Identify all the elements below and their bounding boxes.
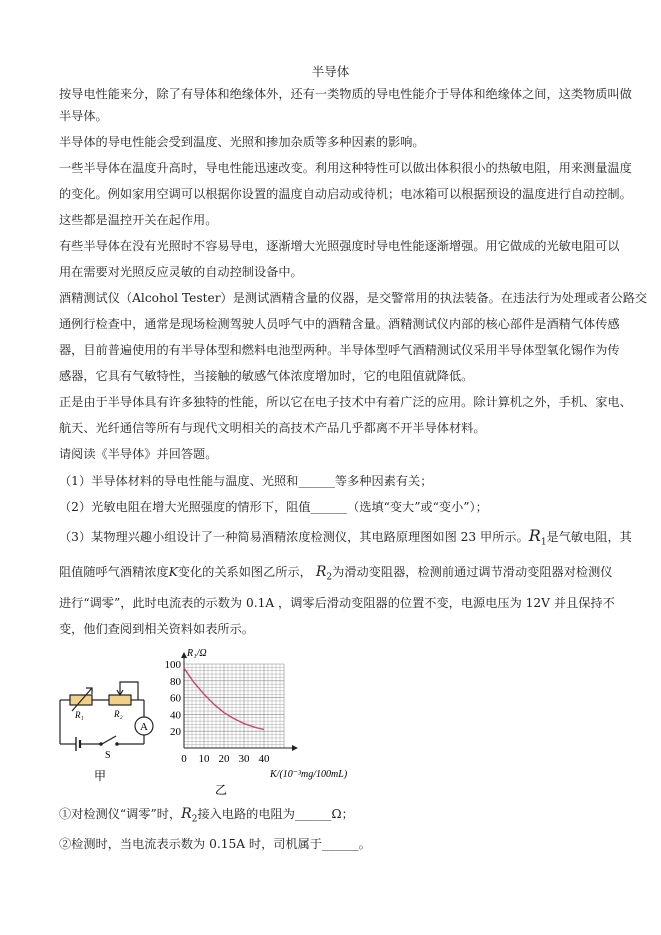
y-tick-label: 20 xyxy=(170,726,181,739)
question-3-line-3: 进行“调零”，此时电流表的示数为 0.1A ，调零后滑动变阻器的位置不变，电源电压为 12V 并且保持不 xyxy=(59,596,615,610)
paragraph-line: 通例行检查中，通常是现场检测驾驶人员呼气中的酒精含量。酒精测试仪内部的核心部件是酒精气体传感 xyxy=(59,317,620,331)
switch-lever xyxy=(102,736,116,744)
sub-question-text: 接入电路的电阻为______Ω； xyxy=(197,807,354,821)
paragraph-line: 一些半导体在温度升高时，导电性能迅速改变。利用这种特性可以做出体积很小的热敏电阻，用来测量温度 xyxy=(59,161,632,175)
switch-contact xyxy=(115,742,119,746)
symbol-k: K xyxy=(168,565,178,579)
x-axis-arrow xyxy=(292,745,298,751)
r1-label: R₁ xyxy=(75,710,84,720)
circuit-diagram xyxy=(56,664,166,784)
circuit-svg xyxy=(56,664,166,784)
x-tick-label: 40 xyxy=(258,753,270,765)
article-title: 半导体 xyxy=(311,64,350,79)
paragraph-line: 按导电性能来分，除了有导体和绝缘体外，还有一类物质的导电性能介于导体和绝缘体之间，这类物质叫做 xyxy=(59,87,632,101)
question-3-text: 是气敏电阻，其 xyxy=(546,530,632,544)
paragraph-line: 有些半导体在没有光照时不容易导电，逐渐增大光照强度时导电性能逐渐增强。用它做成的光敏电阻可以 xyxy=(59,239,620,253)
figure-yi-caption: 乙 xyxy=(215,783,228,797)
switch-pivot xyxy=(99,742,103,746)
paragraph-line: 这些都是温控开关在起作用。 xyxy=(59,213,218,227)
paragraph-line: 半导体。 xyxy=(59,109,108,123)
question-3-text: 阻值随呼气酒精浓度 xyxy=(59,565,169,579)
y-tick-label: 80 xyxy=(170,675,181,688)
ammeter-label: A xyxy=(140,721,148,733)
switch-label: S xyxy=(105,750,111,761)
question-2: （2）光敏电阻在增大光照强度的情形下，阻值______（选填“变大”或“变小”）； xyxy=(59,500,488,514)
symbol-r1: R xyxy=(528,526,541,545)
question-3-text: （3）某物理兴趣小组设计了一种简易酒精浓度检测仪，其电路原理图如图 23 甲所示。 xyxy=(59,530,529,544)
y-tick-label: 100 xyxy=(164,659,181,671)
sub-question-text: ①对检测仪“调零”时， xyxy=(59,807,182,821)
question-1: （1）半导体材料的导电性能与温度、光照和______等多种因素有关； xyxy=(59,474,433,488)
paragraph-line: 酒精测试仪（Alcohol Tester）是测试酒精含量的仪器，是交警常用的执法装备。在违法行为处理或者公路交 xyxy=(59,291,648,305)
question-3-line-4: 变，他们查阅到相关资料如表所示。 xyxy=(59,622,254,636)
chart-axes xyxy=(181,652,298,751)
paragraph-line: 航天、光纤通信等所有与现代文明相关的高技术产品几乎都离不开半导体材料。 xyxy=(59,421,486,435)
paragraph-line: 请阅读《半导体》并回答题。 xyxy=(59,447,218,461)
paragraph-line: 的变化。例如家用空调可以根据你设置的温度自动启动或待机；电冰箱可以根据预设的温度进行自动控制。 xyxy=(59,187,632,201)
symbol-r2: R xyxy=(315,564,327,580)
question-3-text: 为滑动变阻器，检测前通过调节滑动变阻器对检测仪 xyxy=(332,565,613,579)
y-tick-label: 40 xyxy=(170,709,181,722)
question-3-line-1 xyxy=(59,528,632,550)
paragraph-line: 器，目前普遍使用的有半导体型和燃料电池型两种。半导体型呼气酒精测试仪采用半导体型氧化锡作为传 xyxy=(59,343,620,357)
sub-question-1 xyxy=(59,806,354,827)
symbol-r1-sub: 1 xyxy=(540,537,547,548)
sub-question-2: ②检测时，当电流表示数为 0.15A 时，司机属于______。 xyxy=(59,837,371,851)
x-tick-label: 30 xyxy=(238,753,250,765)
x-tick-label: 10 xyxy=(198,753,210,765)
symbol-r2-sub: 2 xyxy=(326,572,333,583)
y-axis-label: R₁/Ω xyxy=(187,648,207,659)
chart-svg xyxy=(160,644,390,804)
paragraph-line: 半导体的导电性能会受到温度、光照和掺加杂质等多种因素的影响。 xyxy=(59,135,425,149)
paragraph-line: 用在需要对光照反应灵敏的自动控制设备中。 xyxy=(59,265,303,279)
resistance-graph xyxy=(160,644,390,804)
question-3-text: 变化的关系如图乙所示， xyxy=(177,565,312,579)
symbol-r2-sub: 2 xyxy=(191,814,198,825)
chart-grid xyxy=(184,664,284,748)
chart-ticks xyxy=(165,659,271,765)
x-tick-label: 20 xyxy=(218,753,230,765)
x-axis-label: K/(10⁻³mg/100mL) xyxy=(270,769,348,780)
y-tick-label: 60 xyxy=(170,692,181,705)
paragraph-line: 正是由于半导体具有许多独特的性能，所以它在电子技术中有着广泛的应用。除计算机之外，手机、家电、 xyxy=(59,395,632,409)
resistor-r2 xyxy=(109,695,131,705)
x-tick-label: 0 xyxy=(181,753,187,765)
r2-label: R₂ xyxy=(114,709,123,719)
symbol-r2: R xyxy=(181,806,192,822)
paragraph-line: 感器，它具有气敏特性，当接触的敏感气体浓度增加时，它的电阻值就降低。 xyxy=(59,369,474,383)
figure-jia-caption: 甲 xyxy=(94,769,107,783)
question-3-line-2 xyxy=(59,564,612,585)
